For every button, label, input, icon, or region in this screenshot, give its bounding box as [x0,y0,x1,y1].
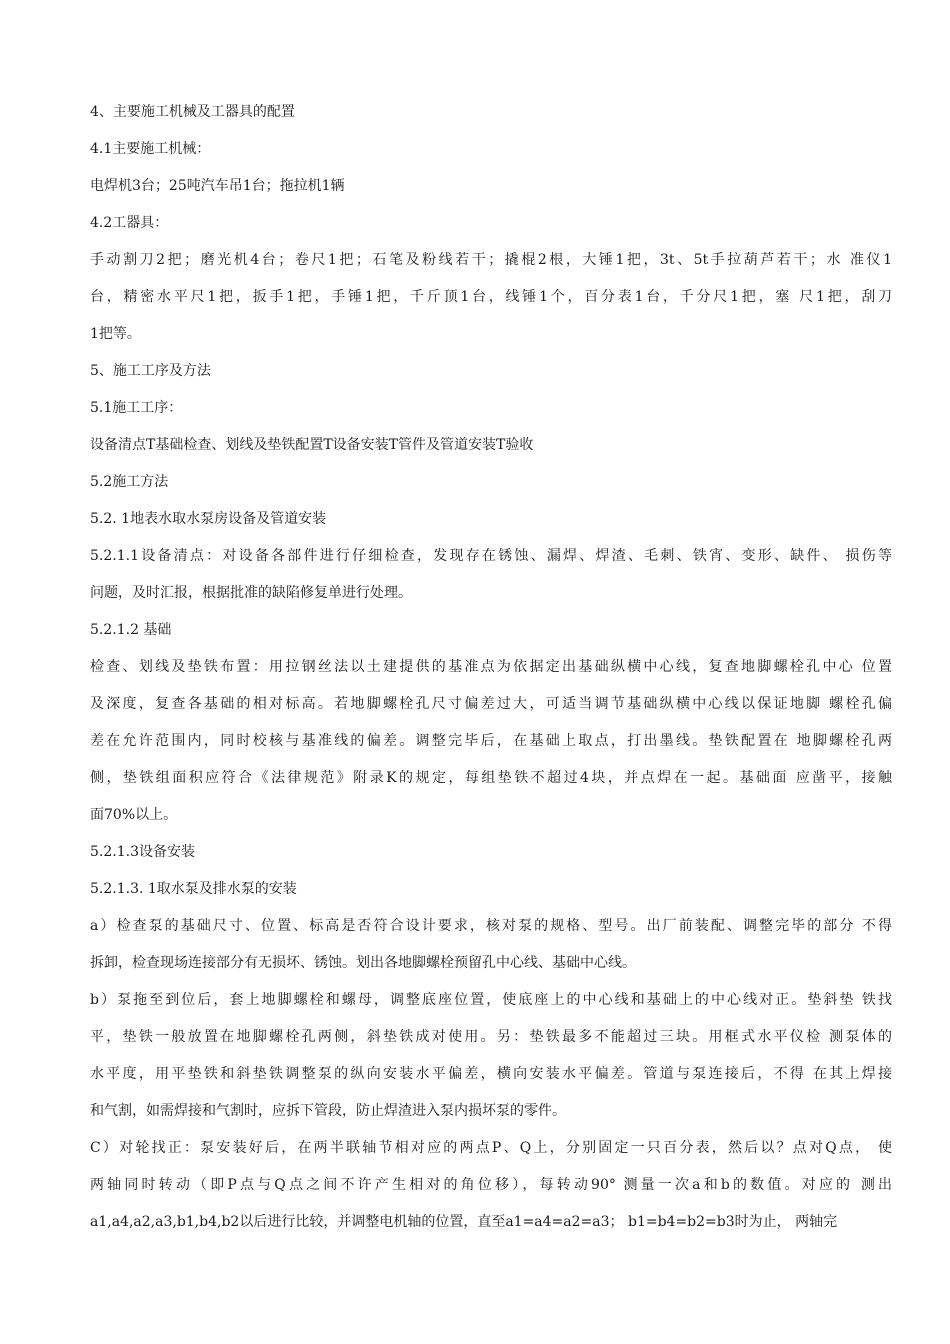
text-line: 平，垫铁一般放置在地脚螺栓孔两侧，斜垫铁成对使用。另：垫铁最多不能超过三块。用框式水平仪检 测泵体的 [90,1029,892,1045]
paragraph [90,538,892,612]
text-line: 问题，及时汇报，根据批准的缺陷修复单进行处理。 [90,585,412,601]
paragraph [90,205,892,242]
text-line: 4.2工器具： [90,215,169,231]
text-line: 两轴同时转动（即P点与Q点之间不许产生相对的角位移），每转动90° 测量一次a和b的数值。对应的 测出 [90,1177,892,1193]
text-line: 及深度，复查各基础的相对标高。若地脚螺栓孔尺寸偏差过大，可适当调节基础纵横中心线以保证地脚 螺栓孔偏 [90,696,892,712]
text-line: a1,a4,a2,a3,b1,b4,b2以后进行比较，并调整电机轴的位置，直至a1=a4=a2=a3； b1=b4=b2=b3时为止， 两轴完 [90,1214,838,1230]
paragraph [90,982,892,1130]
paragraph [90,94,892,131]
text-line: 水平度，用平垫铁和斜垫铁调整泵的纵向安装水平偏差，横向安装水平偏差。管道与泵连接后，不得 在其上焊接 [90,1066,892,1082]
text-line: 电焊机3台；25吨汽车吊1台；拖拉机1辆 [90,178,345,194]
paragraph [90,1130,892,1241]
text-line: 5.2.1.3设备安装 [90,844,195,860]
text-line: 拆卸，检查现场连接部分有无损坏、锈蚀。划出各地脚螺栓预留孔中心线、基础中心线。 [90,955,636,971]
document-page [90,94,892,1241]
paragraph [90,834,892,871]
paragraph [90,353,892,390]
text-line: 1把等。 [90,326,141,342]
text-line: 手动割刀2把；磨光机4台；卷尺1把；石笔及粉线若干；撬棍2根，大锤1把，3t、5t手拉葫芦若干；水 准仪1 [90,252,892,268]
text-line: 5.2. 1地表水取水泵房设备及管道安装 [90,511,327,527]
paragraph [90,464,892,501]
text-line: 5.2.1.3. 1取水泵及排水泵的安装 [90,881,297,897]
text-line: 5、施工工序及方法 [90,363,211,379]
text-line: 差在允许范围内，同时校核与基准线的偏差。调整完毕后，在基础上取点，打出墨线。垫铁配置在 地脚螺栓孔两 [90,733,892,749]
text-line: 和气割，如需焊接和气割时，应拆下管段，防止焊渣进入泵内损坏泵的零件。 [90,1103,566,1119]
text-line: 面70%以上。 [90,807,178,823]
text-line: 4、主要施工机械及工器具的配置 [90,104,295,120]
text-line: 侧，垫铁组面积应符合《法律规范》附录K的规定，每组垫铁不超过4块，并点焊在一起。基础面 应凿平，接触 [90,770,892,786]
paragraph [90,501,892,538]
paragraph [90,649,892,834]
text-line: a）检查泵的基础尺寸、位置、标高是否符合设计要求，核对泵的规格、型号。出厂前装配、调整完毕的部分 不得 [90,918,892,934]
text-line: b）泵拖至到位后，套上地脚螺栓和螺母，调整底座位置，使底座上的中心线和基础上的中心线对正。垫斜垫 铁找 [90,992,892,1008]
text-line: 台，精密水平尺1把，扳手1把，手锤1把，千斤顶1台，线锤1个，百分表1台，千分尺1把，塞 尺1把，刮刀 [90,289,892,305]
paragraph [90,871,892,908]
text-line: 5.2施工方法 [90,474,169,490]
text-line: 5.2.1.2 基础 [90,622,172,638]
text-line: C）对轮找正：泵安装好后，在两半联轴节相对应的两点P、Q上，分别固定一只百分表，然后以？点对Q点， 使 [90,1140,892,1156]
text-line: 5.2.1.1设备清点：对设备各部件进行仔细检查，发现存在锈蚀、漏焊、焊渣、毛刺、铁宵、变形、缺件、 损伤等 [90,548,892,564]
paragraph [90,131,892,168]
paragraph [90,242,892,353]
paragraph [90,427,892,464]
text-line: 4.1主要施工机械： [90,141,211,157]
paragraph [90,168,892,205]
text-line: 设备清点T基础检查、划线及垫铁配置T设备安装T管件及管道安装T验收 [90,437,534,453]
paragraph [90,908,892,982]
paragraph [90,612,892,649]
paragraph [90,390,892,427]
text-line: 5.1施工工序： [90,400,183,416]
text-line: 检查、划线及垫铁布置：用拉钢丝法以土建提供的基准点为依据定出基础纵横中心线，复查地脚螺栓孔中心 位置 [90,659,892,675]
